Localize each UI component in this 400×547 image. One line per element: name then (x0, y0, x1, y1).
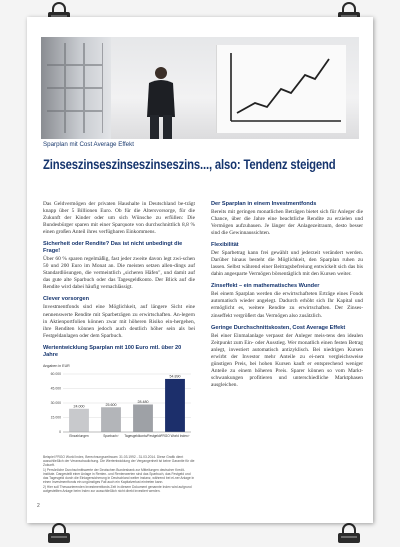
document-page (27, 17, 373, 523)
right-column (211, 201, 363, 394)
header-photo (41, 37, 359, 139)
section-heading: Zinseffekt – ein mathematisches Wunder (211, 283, 320, 290)
section-heading: Sicherheit oder Rendite? Das ist nicht unbedingt die Frage! (43, 241, 183, 255)
photo-caption: Sparplan mit Cost Average Effekt (43, 141, 134, 148)
section-paragraph: Der Sparbetrag kann frei gewählt und jederzeit verändert werden. Darüber hinaus besteht die Möglichkeit, den Sparplan ruhen zu lassen. Selbst während einer Beitragsbefreiung entwickelt sich das bis dahin angesparte Vermögen börsentäglich mit den Kursen weiter. (211, 250, 363, 278)
section-heading: Clever vorsorgen (43, 296, 90, 303)
y-tick-label: 60.000 (50, 371, 61, 376)
bar (101, 407, 121, 432)
chart-canvas (43, 362, 195, 452)
page-title: Zinseszinseszinseszinseszins..., also: Tendenz steigend (43, 157, 336, 172)
page-number: 2 (37, 503, 40, 509)
bar-value-label: 54.890 (169, 374, 181, 379)
left-column (43, 201, 195, 493)
section-paragraph: Bei einem Sparplan werden die erwirtschafteten Erträge eines Fonds automatisch wieder angelegt. Dadurch erhöht sich Ihr Kapital und ermöglicht es, weitere Rendite zu erwirtschaften. Der Zinses-zinseffekt vergrößert das Vermögen also zusätzlich. (211, 291, 363, 319)
savings-bar-chart (43, 362, 195, 452)
section-paragraph: Bereits mit geringen monatlichen Beträgen bietet sich für Anleger die Chance, über die Jahre eine beachtliche Rendite zu erzielen und Vermögen aufzubauen. Je länger der Anlagezeitraum, desto besser sind die Gewinnaussichten. (211, 209, 363, 237)
section-heading: Geringe Durchschnittskosten, Cost Average Effekt (211, 324, 346, 331)
binder-clip-icon (48, 523, 70, 545)
bar-value-label: 25.600 (105, 402, 117, 407)
intro-paragraph: Das Geldvermögen der privaten Haushalte in Deutschland be-trägt knapp über 5 Billionen Euro. Ob für die Altersvorsorge, für die Zukunft der Kinder oder um sich Wünsche zu erfüllen: Die Bundesbürger sparen mit einer Sparquote von durchschnittlich 8,8 % einen großen Anteil ihres verfügbaren Einkommens. (43, 201, 195, 236)
binder-clip-icon (338, 523, 360, 545)
footnote: 1) Persönliche Durchschnittswerte der Deutschen Bundesbank zur Mitteilungen deutscher Kredit-institute. Dargestellt einer Anlage in Renten- und Rentenwerten sind das Sparbuch, das Festgeld und das Tagesgeld durch die Einlagensicherung in Deutschland weiter instanz, während bei ei-ner Anlage in einen Investmentfonds ein ungünstiges Fall auch ein Kapitalverlust eintreten kann. (43, 467, 195, 485)
bar-value-label: 24.000 (73, 404, 85, 409)
section-paragraph: Investmentfonds sind eine Möglichkeit, auf längere Sicht eine nennenswerte Rendite mit Sparbeträgen zu erwirtschaften. An-legern in Aktienportfolien können zwar mit höheren Risiko ein-hergehen, ihre Renditen können jedoch auch deutlich höher sein als bei Festgeldanlagen oder dem Sparbuch. (43, 304, 195, 339)
office-window (41, 37, 111, 139)
x-tick-label: Sparbuch¹⁾ (103, 433, 119, 438)
section-heading: Flexibilität (211, 242, 239, 249)
x-tick-label: FRGO World Index²⁾ (160, 433, 190, 438)
section-paragraph: Über 60 % sparen regelmäßig, fast jeder zweite davon legt zwi-schen 50 und 200 Euro im Monat an. Die meisten setzen allen-dings auf Standardlösungen, die vermeintlich „sicheren Häfen", und damit auf das gute alte Sparbuch oder das Tagesgeldkonto. Der Blick auf die Rendite wird dabei häufig vernachlässigt. (43, 256, 195, 291)
bar (69, 409, 89, 432)
rising-trend-drawing (217, 45, 347, 133)
footnote: Beispiel FRGO World Index, Berechnungszeitraum: 31.03.1992 - 31.03.2014. Diese Grafik dient ausschließlich der Veranschaulichung. Die Wertentwicklung der Vergangenheit ist keine Garantie für die Zukunft. (43, 454, 195, 468)
y-axis-label: Angaben in EUR (43, 363, 70, 368)
y-tick-label: 45.000 (50, 386, 61, 391)
x-tick-label: Einzahlungen (69, 433, 89, 438)
chart-title: Wertentwicklung Sparplan mit 100 Euro mtl. über 20 Jahre (43, 344, 182, 358)
businessman-figure (141, 65, 181, 139)
section-paragraph: Bei einer Einmalanlage verpasst der Anleger meis-tens den idealen Zeitpunkt zum Ein- oder Ausstieg. Wer monatlich einen festen Betrag anlegt, investiert automatisch antizyklisch. Bei niedrigen Kursen erwirbt der Investor mehr Anteile zu ei-nem vergleichsweise günstigen Preis, bei hohen Kursen kauft er entsprechend weniger Anteile zu einem höheren Preis. Sparer können so vom Markt-schwankungen profitieren und unterschiedliche Marktphasen ausgleichen. (211, 332, 363, 388)
whiteboard (216, 45, 346, 133)
bar (165, 379, 185, 432)
footnote: 2) Hier soll Thesaurierenden Investmentfonds Zeit in diesem Dokument genannte Index wird aufgrund aufgestellten Anlage beim Index zur ausschließlich nicht direkt investiert werden. (43, 484, 192, 494)
y-tick-label: 30.000 (50, 400, 61, 405)
footnotes (43, 455, 195, 494)
bar-value-label: 28.480 (137, 399, 149, 404)
y-tick-label: 15.000 (50, 415, 61, 420)
x-tick-label: Tagesgeldkonto/Festgeld¹⁾ (124, 433, 162, 438)
section-heading: Der Sparplan in einem Investmentfonds (211, 201, 317, 207)
bar (133, 404, 153, 432)
y-tick-label: 0 (59, 429, 61, 434)
